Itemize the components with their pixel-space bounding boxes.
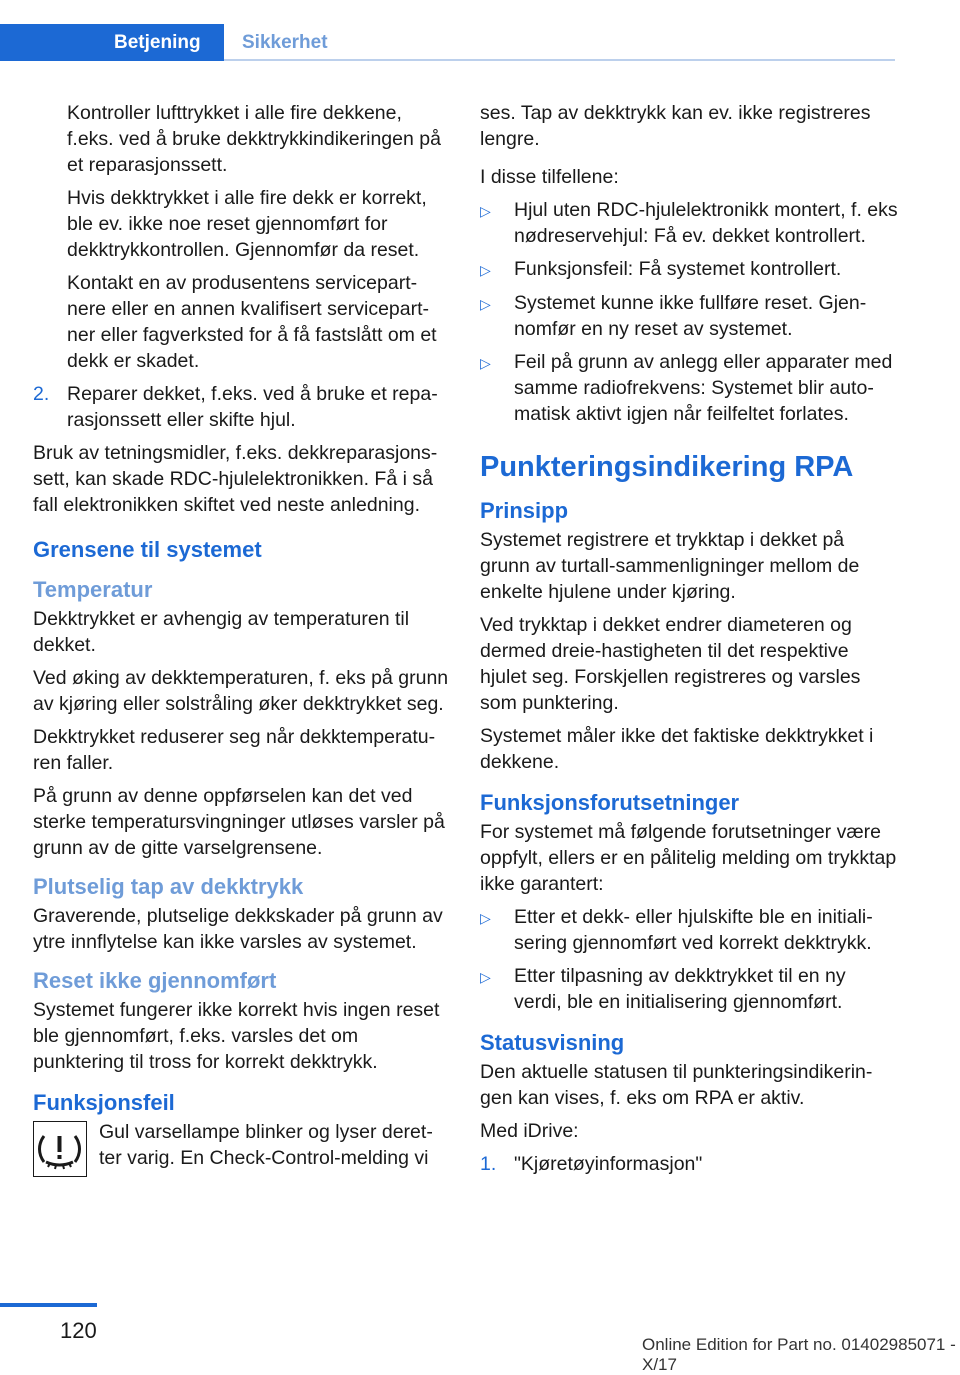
list-item (480, 256, 898, 283)
page-number: 120 (60, 1318, 97, 1343)
paragraph: Systemet registrere et trykktap i dekket på grunn av turtall-sammenligninger mellom de enkelte hjulene under kjøring. (480, 529, 860, 603)
triangle-bullet-icon: ▷ (480, 203, 491, 219)
subsection-heading: Statusvisning (480, 1030, 625, 1055)
paragraph: Hvis dekktrykket i alle fire dekk er korrekt, ble ev. ikke noe reset gjennomført for dekktrykkontrollen. Gjennomfør da reset. (67, 187, 427, 261)
paragraph: Dekktrykket reduserer seg når dekktemperaturen faller. (33, 726, 436, 774)
list-item (480, 963, 898, 1015)
list-item-text: Etter et dekk- eller hjulskifte ble en initialisering gjennomført ved korrekt dekktrykk. (514, 906, 873, 954)
triangle-bullet-icon: ▷ (480, 969, 491, 985)
triangle-bullet-icon: ▷ (480, 910, 491, 926)
list-item-text: "Kjøretøyinformasjon" (514, 1153, 703, 1175)
list-item (480, 197, 898, 249)
list-item-text: Funksjonsfeil: Få systemet kontrollert. (514, 258, 842, 280)
list-item (480, 904, 898, 956)
tire-pressure-warning-icon (33, 1121, 87, 1177)
list-number: 2. (33, 383, 50, 405)
paragraph: Systemet fungerer ikke korrekt hvis ingen reset ble gjennomført, f.eks. varsles det om punktering til tross for korrekt dekktrykk. (33, 999, 440, 1073)
subsection-heading: Temperatur (33, 577, 153, 602)
paragraph: Den aktuelle statusen til punkteringsindikeringen kan vises, f. eks om RPA er aktiv. (480, 1061, 873, 1109)
subsection-heading: Funksjonsfeil (33, 1090, 175, 1115)
triangle-bullet-icon: ▷ (480, 262, 491, 278)
footer-rule (0, 1303, 97, 1307)
section-heading: Grensene til systemet (33, 537, 262, 562)
paragraph: Bruk av tetningsmidler, f.eks. dekkreparasjonssett, kan skade RDC-hjulelektronikken. Få i så fall elektronikken skiftet ved neste anledning. (33, 442, 438, 516)
triangle-bullet-icon: ▷ (480, 296, 491, 312)
right-column (480, 100, 898, 1184)
paragraph: Gul varsellampe blinker og lyser deretter varig. En Check-Control-melding vi (99, 1121, 433, 1169)
chapter-tabbar (0, 24, 895, 61)
subsection-heading: Plutselig tap av dekktrykk (33, 874, 304, 899)
triangle-bullet-icon: ▷ (480, 355, 491, 371)
bullet-list (480, 904, 898, 1015)
chapter-heading: Punkteringsindikering RPA (480, 451, 854, 483)
paragraph: ses. Tap av dekktrykk kan ev. ikke registreres lengre. (480, 102, 871, 150)
list-item-text: Reparer dekket, f.eks. ved å bruke et reparasjonssett eller skifte hjul. (67, 383, 438, 431)
paragraph: Dekktrykket er avhengig av temperaturen til dekket. (33, 608, 410, 656)
subsection-heading: Funksjonsforutsetninger (480, 790, 740, 815)
paragraph: Graverende, plutselige dekkskader på grunn av ytre innflytelse kan ikke varsles av systemet. (33, 905, 443, 953)
paragraph: Kontroller lufttrykket i alle fire dekkene, f.eks. ved å bruke dekktrykkindikeringen på et reparasjonssett. (67, 102, 441, 176)
tab-betjening[interactable]: Betjening (0, 24, 224, 61)
paragraph: På grunn av denne oppførselen kan det ved sterke temperatursvingninger utløses varsler på grunn av de gitte varselgrensene. (33, 785, 445, 859)
paragraph: For systemet må følgende forutsetninger være oppfylt, ellers er en pålitelig melding om trykktap ikke garantert: (480, 821, 897, 895)
warning-block (33, 1119, 449, 1178)
paragraph: Ved trykktap i dekket endrer diameteren og dermed dreie-hastigheten til det respektive hjulet seg. Forskjellen registreres og varsles som punktering. (480, 614, 861, 714)
list-item-text: Etter tilpasning av dekktrykket til en ny verdi, ble en initialisering gjennomført. (514, 965, 846, 1013)
tab-sikkerhet[interactable]: Sikkerhet (242, 32, 328, 53)
list-item (33, 381, 449, 433)
paragraph: Med iDrive: (480, 1120, 579, 1142)
paragraph: Kontakt en av produsentens servicepartnere eller en annen kvalifisert servicepartner eller fagverksted for å få fastslått om et dekk er skadet. (67, 272, 437, 372)
paragraph: I disse tilfellene: (480, 166, 619, 188)
paragraph: Systemet måler ikke det faktiske dekktrykket i dekkene. (480, 725, 874, 773)
list-item (480, 349, 898, 427)
list-item-text: Systemet kunne ikke fullføre reset. Gjennomfør en ny reset av systemet. (514, 292, 867, 340)
bullet-list (480, 197, 898, 427)
list-item (480, 1151, 898, 1177)
list-item (480, 290, 898, 342)
subsection-heading: Prinsipp (480, 498, 569, 523)
edition-label: Online Edition for Part no. 01402985071 - X/17 (642, 1335, 956, 1374)
paragraph: Ved øking av dekktemperaturen, f. eks på grunn av kjøring eller solstråling øker dekktrykket seg. (33, 667, 449, 715)
list-item-text: Hjul uten RDC-hjulelektronikk montert, f. eks nødreservehjul: Få ev. dekket kontrollert. (514, 199, 898, 247)
list-item-text: Feil på grunn av anlegg eller apparater med samme radiofrekvens: Systemet blir automatisk aktivt igjen når feilfeltet forlates. (514, 351, 893, 425)
tab-underline (224, 59, 895, 61)
subsection-heading: Reset ikke gjennomført (33, 968, 277, 993)
left-column (33, 100, 449, 1178)
list-number: 1. (480, 1153, 497, 1175)
